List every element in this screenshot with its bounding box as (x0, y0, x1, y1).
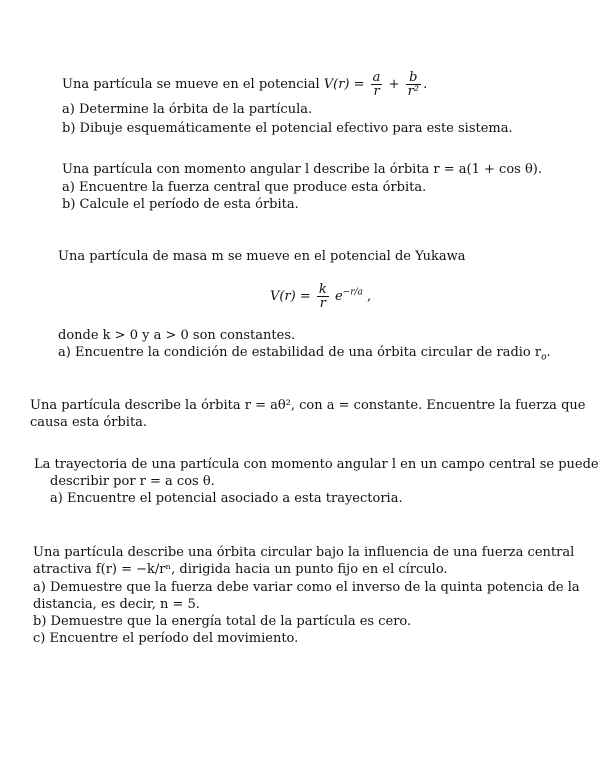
problem-6-line-2: atractiva f(r) = −k/rⁿ, dirigida hacia un punto fijo en el círculo. (33, 562, 448, 577)
problem-1-statement (62, 71, 427, 98)
exponent: −r/a (342, 287, 363, 298)
item-a-text: a) Encuentre la condición de estabilidad de una órbita circular de radio r (58, 345, 542, 360)
denominator-r2: r² (407, 84, 420, 99)
period: . (423, 77, 428, 92)
problem-1-item-b: b) Dibuje esquemáticamente el potencial efectivo para este sistema. (62, 121, 513, 136)
plus-sign: + (388, 77, 400, 92)
problem-6-line-1: Una partícula describe una órbita circular bajo la influencia de una fuerza central (33, 545, 575, 560)
problem-3-item-a (58, 345, 551, 361)
problem-4-line-2: causa esta órbita. (30, 415, 148, 430)
denominator-r: r (373, 84, 380, 99)
yukawa-formula (270, 283, 371, 310)
problem-4-line-1: Una partícula describe la órbita r = aθ², con a = constante. Encuentre la fuerza que (30, 398, 586, 413)
fraction-a-over-r (371, 71, 383, 98)
item-a-period: . (546, 345, 551, 360)
problem-3-statement: Una partícula de masa m se mueve en el potencial de Yukawa (58, 249, 466, 264)
problem-1-intro: Una partícula se mueve en el potencial (62, 77, 320, 92)
problem-2-statement: Una partícula con momento angular l describe la órbita r = a(1 + cos θ). (62, 162, 542, 177)
problem-2-item-a: a) Encuentre la fuerza central que produce esta órbita. (62, 180, 427, 195)
problem-6-item-a-line-1: a) Demuestre que la fuerza debe variar como el inverso de la quinta potencia de la (33, 580, 580, 595)
fraction-b-over-r2 (406, 71, 421, 98)
problem-6-item-b: b) Demuestre que la energía total de la partícula es cero. (33, 614, 412, 629)
problem-2-item-b: b) Calcule el período de esta órbita. (62, 197, 299, 212)
denominator-r: r (319, 296, 326, 311)
radius-subscript: o (541, 352, 547, 363)
numerator-k: k (318, 282, 327, 297)
potential-lhs: V(r) = (323, 77, 365, 92)
problem-6-item-a-line-2: distancia, es decir, n = 5. (33, 597, 200, 612)
numerator-a: a (372, 70, 381, 85)
problem-1-item-a: a) Determine la órbita de la partícula. (62, 102, 313, 117)
problem-5-line-1: La trayectoria de una partícula con momento angular l en un campo central se puede (34, 457, 599, 472)
problem-5-item-a: a) Encuentre el potencial asociado a esta trayectoria. (50, 491, 403, 506)
problem-3-condition: donde k > 0 y a > 0 son constantes. (58, 328, 296, 343)
problem-5-line-2: describir por r = a cos θ. (50, 474, 215, 489)
formula-lhs: V(r) = (270, 289, 311, 304)
numerator-b: b (406, 71, 421, 85)
problem-6-item-c: c) Encuentre el período del movimiento. (33, 631, 299, 646)
formula-comma: , (367, 289, 372, 304)
fraction-k-over-r (317, 283, 329, 310)
exponential-base: e (334, 289, 343, 304)
